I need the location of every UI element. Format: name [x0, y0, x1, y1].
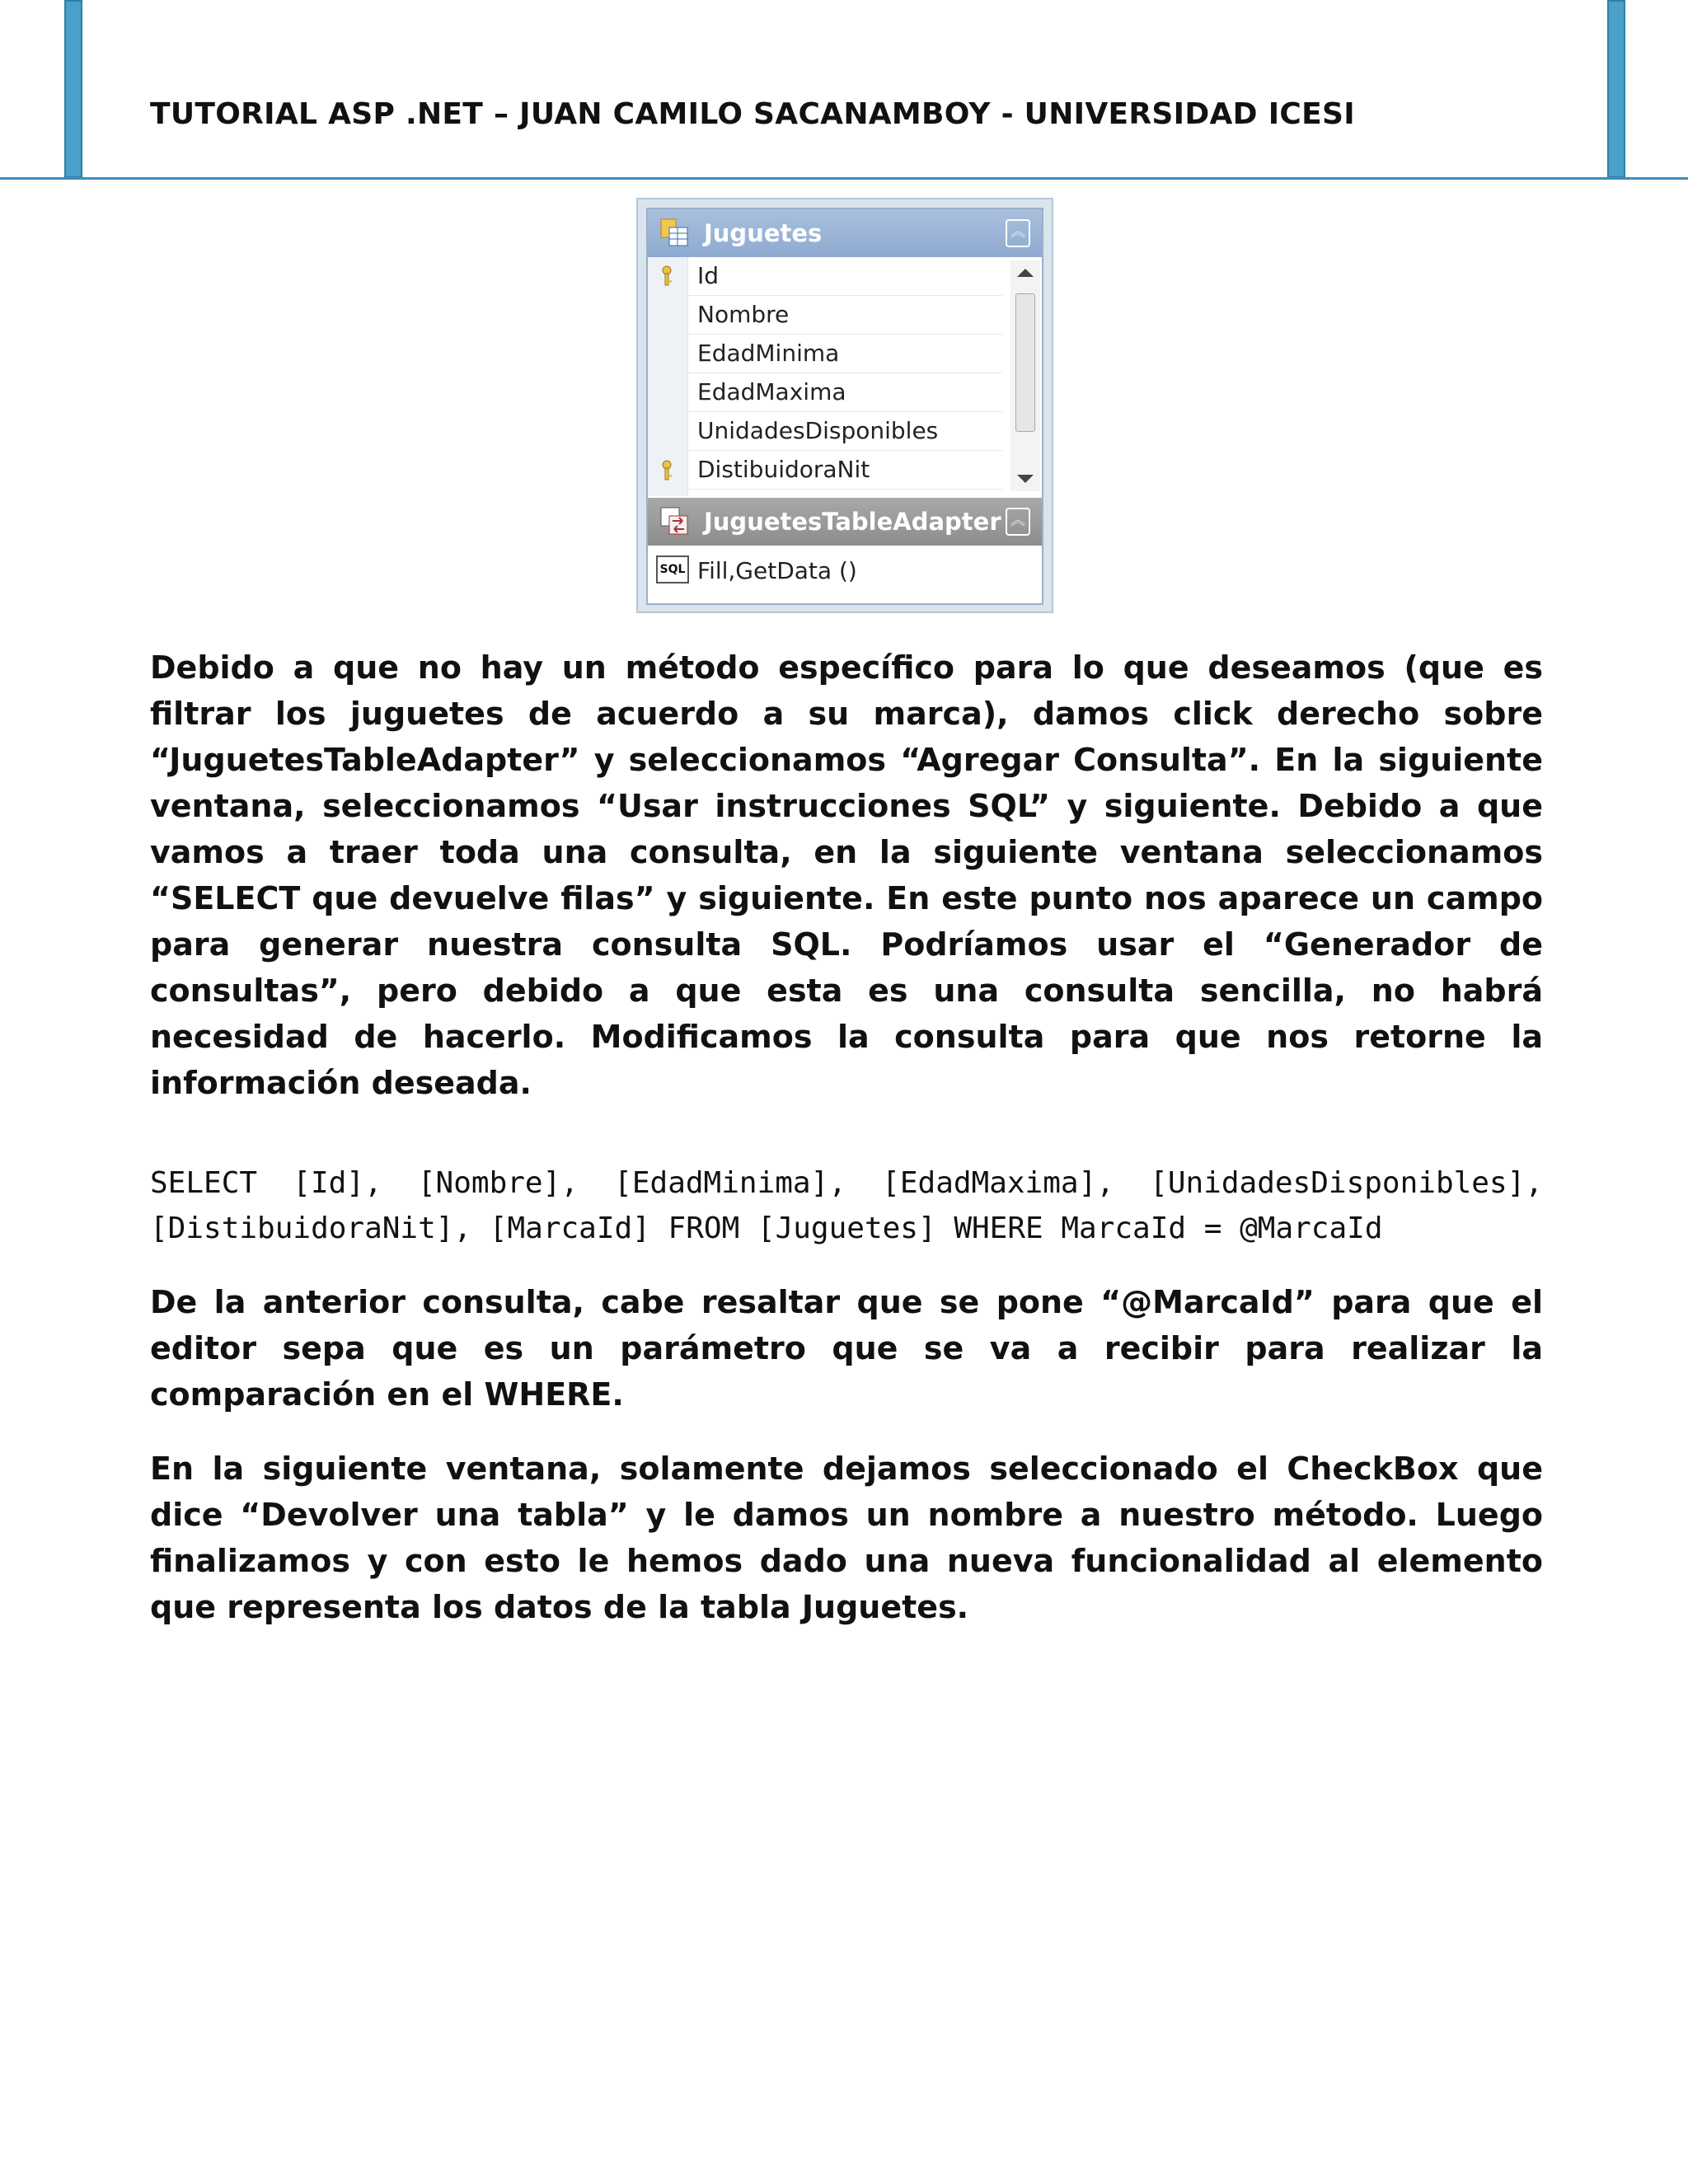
collapse-icon[interactable]: ︽ [1006, 508, 1030, 536]
column-distibuidoranit[interactable]: DistibuidoraNit [687, 451, 1002, 490]
column-nombre[interactable]: Nombre [687, 296, 1002, 335]
column-list [648, 257, 1042, 496]
adapter-method-row[interactable] [648, 547, 1042, 597]
column-edadminima[interactable]: EdadMinima [687, 335, 1002, 373]
adapter-title-bar [648, 498, 1042, 546]
column-unidadesdisponibles[interactable]: UnidadesDisponibles [687, 412, 1002, 451]
header-divider [0, 177, 1688, 180]
table-title-bar [648, 209, 1042, 257]
sql-query-icon: SQL [656, 555, 689, 583]
column-edadmaxima[interactable]: EdadMaxima [687, 373, 1002, 412]
column-id[interactable]: Id [687, 257, 1002, 296]
scroll-down-icon[interactable] [1017, 475, 1034, 483]
paragraph-parameter-note: De la anterior consulta, cabe resaltar que se pone “@MarcaId” para que el editor sepa que es un parámetro que se va a recibir para realizar la comparación en el WHERE. [150, 1284, 1543, 1413]
table-icon [659, 218, 689, 247]
sql-code-block: SELECT [Id], [Nombre], [EdadMinima], [EdadMaxima], [UnidadesDisponibles], [DistibuidoraNit], [MarcaId] FROM [Juguetes] WHERE MarcaId = @MarcaId [150, 1166, 1543, 1245]
collapse-icon[interactable]: ︽ [1006, 219, 1030, 247]
column-scrollbar[interactable] [1010, 260, 1040, 491]
dataset-designer-screenshot [636, 198, 1053, 613]
method-name: Fill,GetData () [697, 557, 857, 584]
primary-key-icon [659, 265, 674, 287]
header-right-bar [1607, 0, 1625, 178]
paragraph-instructions: Debido a que no hay un método específico para lo que deseamos (que es filtrar los juguetes de acuerdo a su marca), damos click derecho sobre “JuguetesTableAdapter” y seleccionamos “Agregar Consulta”. En la siguiente ventana, seleccionamos “Usar instrucciones SQL” y siguiente. Debido a que vamos a traer toda una consulta, en la siguiente ventana seleccionamos “SELECT que devuelve filas” y siguiente. En este punto nos aparece un campo para generar nuestra consulta SQL. Podríamos usar el “Generador de consultas”, pero debido a que esta es una consulta sencilla, no habrá necesidad de hacerlo. Modificamos la consulta para que nos retorne la información deseada. [150, 649, 1543, 1101]
page-header-title: TUTORIAL ASP .NET – JUAN CAMILO SACANAMBOY - UNIVERSIDAD ICESI [150, 97, 1355, 131]
table-title: Juguetes [704, 219, 823, 247]
table-adapter-panel [646, 208, 1043, 605]
primary-key-icon [659, 460, 674, 481]
paragraph-final-step: En la siguiente ventana, solamente dejamos seleccionado el CheckBox que dice “Devolver una tabla” y le damos un nombre a nuestro método. Luego finalizamos y con esto le hemos dado una nueva funcionalidad al elemento que representa los datos de la tabla Juguetes. [150, 1451, 1543, 1625]
table-adapter-icon [659, 506, 689, 536]
scroll-thumb[interactable] [1015, 293, 1035, 432]
adapter-title: JuguetesTableAdapter [704, 508, 1001, 536]
scroll-up-icon[interactable] [1017, 269, 1034, 277]
header-left-bar [64, 0, 82, 178]
